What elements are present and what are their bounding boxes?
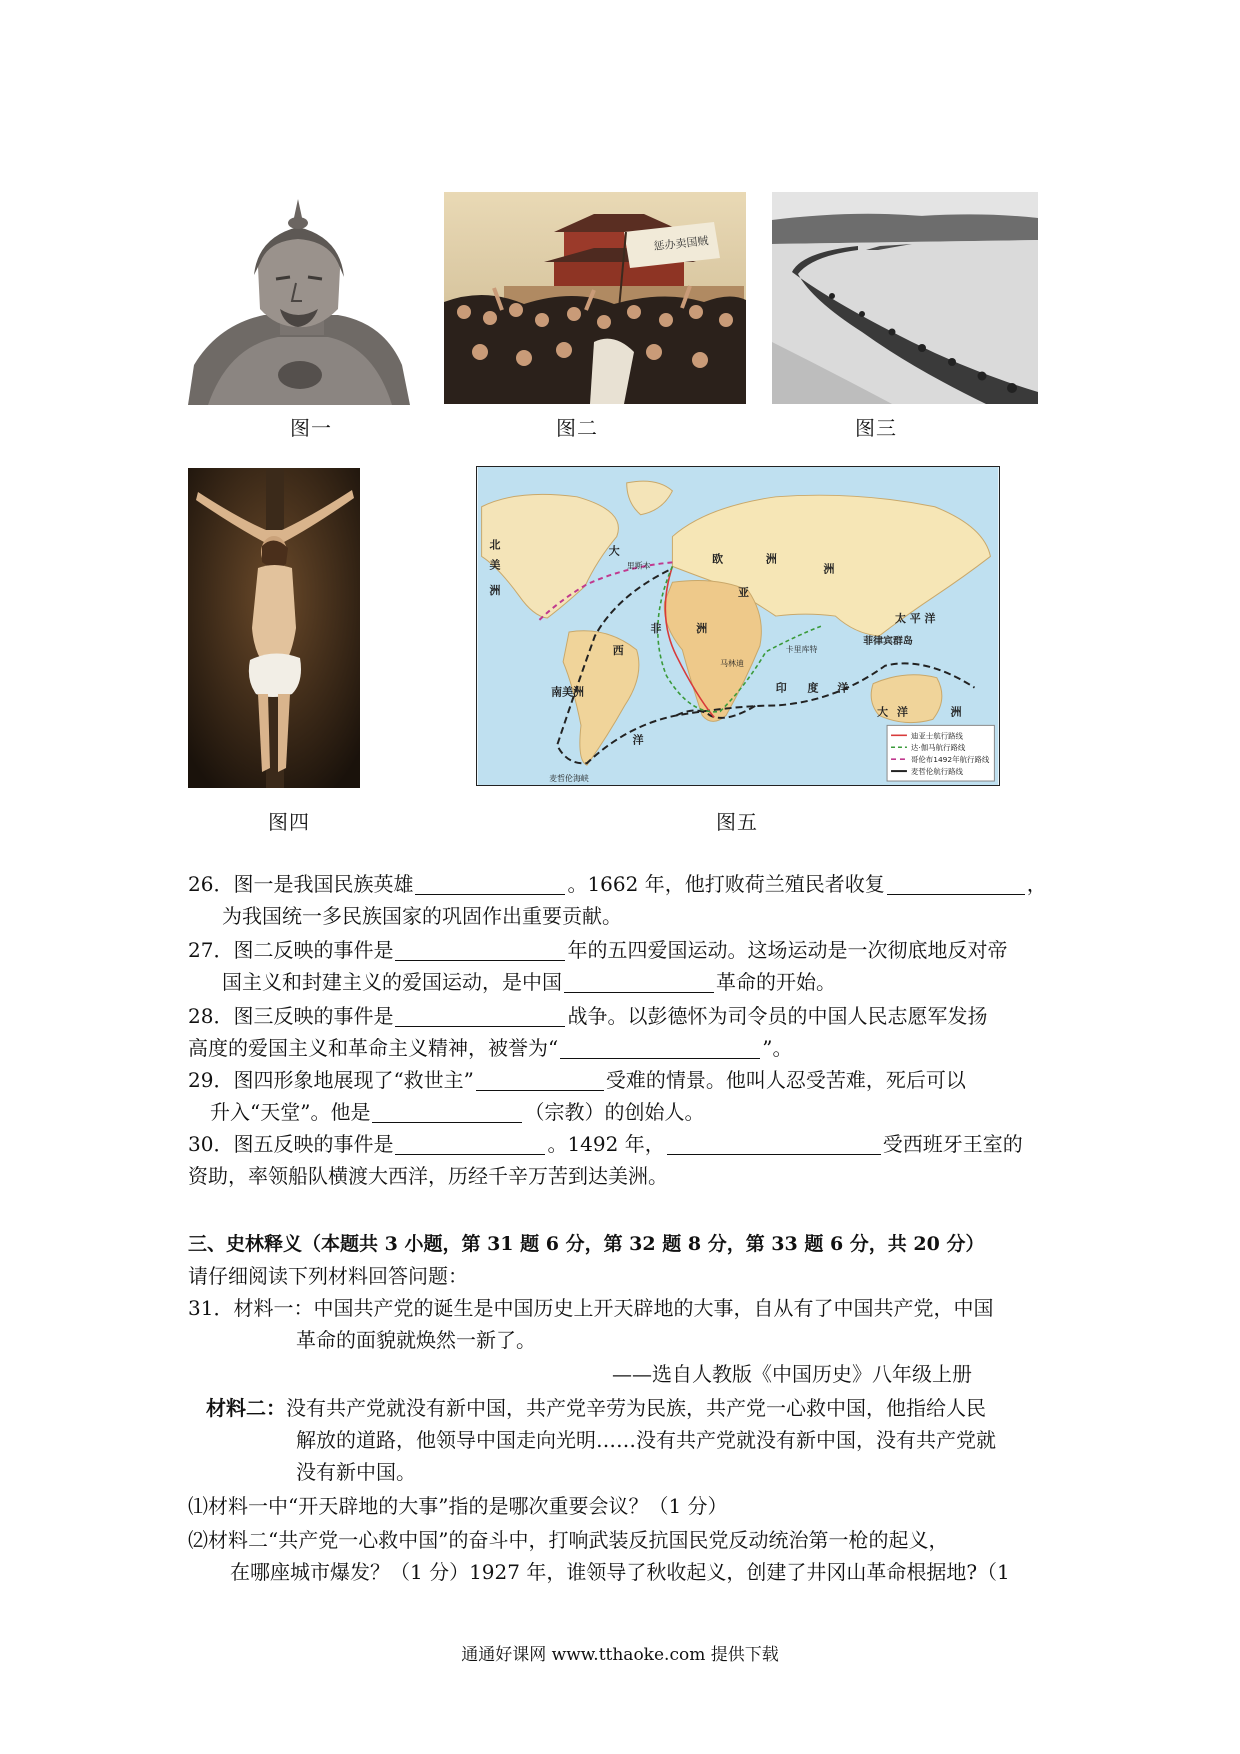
map-label-south-america: 南美洲 <box>551 685 584 699</box>
q26-blank-2[interactable] <box>887 872 1025 895</box>
q30-blank-2[interactable] <box>667 1132 881 1155</box>
figure-5-caption: 图五 <box>716 810 758 834</box>
question-27 <box>188 934 1007 966</box>
map-label-asia-2: 洲 <box>823 562 835 576</box>
q31-sub-question-1: ⑴材料一中“开天辟地的大事”指的是哪次重要会议？（1 分） <box>188 1494 728 1518</box>
q27-text-b: 年的五四爱国运动。这场运动是一次彻底地反对帝 <box>567 938 1008 962</box>
figure-4-caption: 图四 <box>268 810 310 834</box>
map-label-indian-ocean-3: 洋 <box>837 681 849 695</box>
figure-3-volunteer-army-photo <box>772 192 1038 404</box>
q31-material-1-source: ——选自人教版《中国历史》八年级上册 <box>612 1362 972 1386</box>
q27-text-d: 革命的开始。 <box>716 970 836 994</box>
q28-text-a: 28．图三反映的事件是 <box>188 1004 394 1028</box>
q31-material-1-text: 中国共产党的诞生是中国历史上开天辟地的大事，自从有了中国共产党，中国 <box>313 1296 994 1320</box>
section-3-instruction: 请仔细阅读下列材料回答问题： <box>188 1264 468 1288</box>
map-legend <box>887 725 994 781</box>
q29-text-b: 受难的情景。他叫人忍受苦难，死后可以 <box>605 1068 966 1092</box>
map-label-north-america-2: 美 <box>489 558 501 572</box>
question-29-line2 <box>210 1096 704 1128</box>
figure-2-caption: 图二 <box>556 416 598 440</box>
map-label-africa-2: 洲 <box>696 621 708 635</box>
q27-text-c: 国主义和封建主义的爱国运动，是中国 <box>222 970 562 994</box>
legend-columbus: 哥伦布1492年航行路线 <box>910 755 990 765</box>
figure-1-hero-statue <box>188 197 410 405</box>
legend-da-gama: 达·伽马航行路线 <box>910 743 966 753</box>
map-label-north-america-3: 洲 <box>489 584 501 598</box>
q31-material-1-line2: 革命的面貌就焕然一新了。 <box>296 1328 536 1352</box>
map-label-lisbon: 里斯本 <box>626 561 651 571</box>
page-footer: 通通好课网 www.tthaoke.com 提供下载 <box>461 1645 779 1665</box>
q29-text-d: （宗教）的创始人。 <box>524 1100 705 1124</box>
q27-blank-1[interactable] <box>395 938 565 961</box>
map-label-indian-ocean: 印 <box>775 681 787 695</box>
q28-text-d: ”。 <box>762 1036 793 1060</box>
q29-text-c: 升入“天堂”。他是 <box>210 1100 371 1124</box>
map-label-north-america: 北 <box>489 538 501 552</box>
q30-text-a: 30．图五反映的事件是 <box>188 1132 394 1156</box>
q27-text-a: 27．图二反映的事件是 <box>188 938 394 962</box>
figure-1-caption: 图一 <box>290 416 332 440</box>
map-label-calicut: 卡里库特 <box>785 644 818 654</box>
map-label-oceania-2: 洋 <box>897 705 908 719</box>
question-28 <box>188 1000 987 1032</box>
q27-blank-2[interactable] <box>564 970 714 993</box>
map-label-philippines: 菲律宾群岛 <box>863 635 913 647</box>
question-26 <box>188 868 1047 900</box>
map-label-atlantic: 大 <box>608 544 620 558</box>
figure-5-voyages-map <box>476 466 1000 786</box>
q26-text-d: 为我国统一多民族国家的巩固作出重要贡献。 <box>222 904 622 928</box>
map-label-europe: 欧 <box>712 552 724 566</box>
map-label-oceania: 大 <box>877 705 889 719</box>
question-27-line2 <box>222 966 836 998</box>
q31-material-1-label: 31．材料一： <box>188 1296 314 1320</box>
q30-text-d: 资助，率领船队横渡大西洋，历经千辛万苦到达美洲。 <box>188 1164 668 1188</box>
q26-text-a: 26．图一是我国民族英雄 <box>188 872 414 896</box>
question-29 <box>188 1064 966 1096</box>
q26-text-b: 。1662 年，他打败荷兰殖民者收复 <box>567 872 885 896</box>
map-label-africa: 非 <box>650 621 662 635</box>
figure-4-crucifixion-painting <box>188 468 360 788</box>
figure-3-caption: 图三 <box>855 416 897 440</box>
q30-text-b: 。1492 年， <box>547 1132 665 1156</box>
q26-blank-1[interactable] <box>415 872 565 895</box>
q29-blank-2[interactable] <box>372 1100 522 1123</box>
q31-sub-question-2-line1: ⑵材料二“共产党一心救中国”的奋斗中，打响武装反抗国民党反动统治第一枪的起义， <box>188 1528 949 1552</box>
question-28-line2 <box>188 1032 792 1064</box>
map-label-asia: 亚 <box>738 586 749 600</box>
q31-material-1-line1 <box>188 1292 993 1324</box>
question-30-line2 <box>188 1160 668 1192</box>
map-label-pacific: 太 平 洋 <box>895 612 936 626</box>
map-label-europe-2: 洲 <box>765 552 777 566</box>
figure-2-may-fourth-photo <box>444 192 746 404</box>
map-label-malindi: 马林迪 <box>720 658 744 668</box>
q26-text-c: ， <box>1026 872 1047 896</box>
q28-text-c: 高度的爱国主义和革命主义精神，被誉为“ <box>188 1036 559 1060</box>
section-3-title: 三、史林释义（本题共 3 小题，第 31 题 6 分，第 32 题 8 分，第 33 题 6 分，共 20 分） <box>188 1233 985 1255</box>
q31-material-2-label: 材料二： <box>206 1396 286 1420</box>
figure-2-banner: 惩办卖国贼 <box>652 234 710 253</box>
map-label-magellan-strait: 麦哲伦海峡 <box>549 774 589 784</box>
legend-dias: 迪亚士航行路线 <box>910 731 963 741</box>
q30-text-c: 受西班牙王室的 <box>882 1132 1023 1156</box>
q30-blank-1[interactable] <box>395 1132 545 1155</box>
q28-blank-1[interactable] <box>395 1004 565 1027</box>
question-30 <box>188 1128 1023 1160</box>
q29-text-a: 29．图四形象地展现了“救世主” <box>188 1068 474 1092</box>
map-label-oceania-3: 洲 <box>950 705 962 719</box>
q31-material-2-line2: 解放的道路，他领导中国走向光明……没有共产党就没有新中国，没有共产党就 <box>296 1428 996 1452</box>
q31-sub-question-2-line2: 在哪座城市爆发？（1 分）1927 年，谁领导了秋收起义，创建了井冈山革命根据地?（1 <box>230 1560 1010 1584</box>
q28-blank-2[interactable] <box>560 1036 760 1059</box>
legend-magellan: 麦哲伦航行路线 <box>910 767 963 777</box>
q31-material-2-line1 <box>206 1392 986 1424</box>
q31-material-2-line3: 没有新中国。 <box>296 1460 416 1484</box>
map-label-ocean-bottom: 洋 <box>632 733 644 747</box>
map-label-indian-ocean-2: 度 <box>807 681 819 695</box>
q29-blank-1[interactable] <box>476 1068 604 1091</box>
q31-material-2-text: 没有共产党就没有新中国，共产党辛劳为民族，共产党一心救中国，他指给人民 <box>286 1396 986 1420</box>
question-26-line2 <box>222 900 622 932</box>
map-label-atlantic-west: 西 <box>612 643 624 657</box>
q28-text-b: 战争。以彭德怀为司令员的中国人民志愿军发扬 <box>567 1004 988 1028</box>
